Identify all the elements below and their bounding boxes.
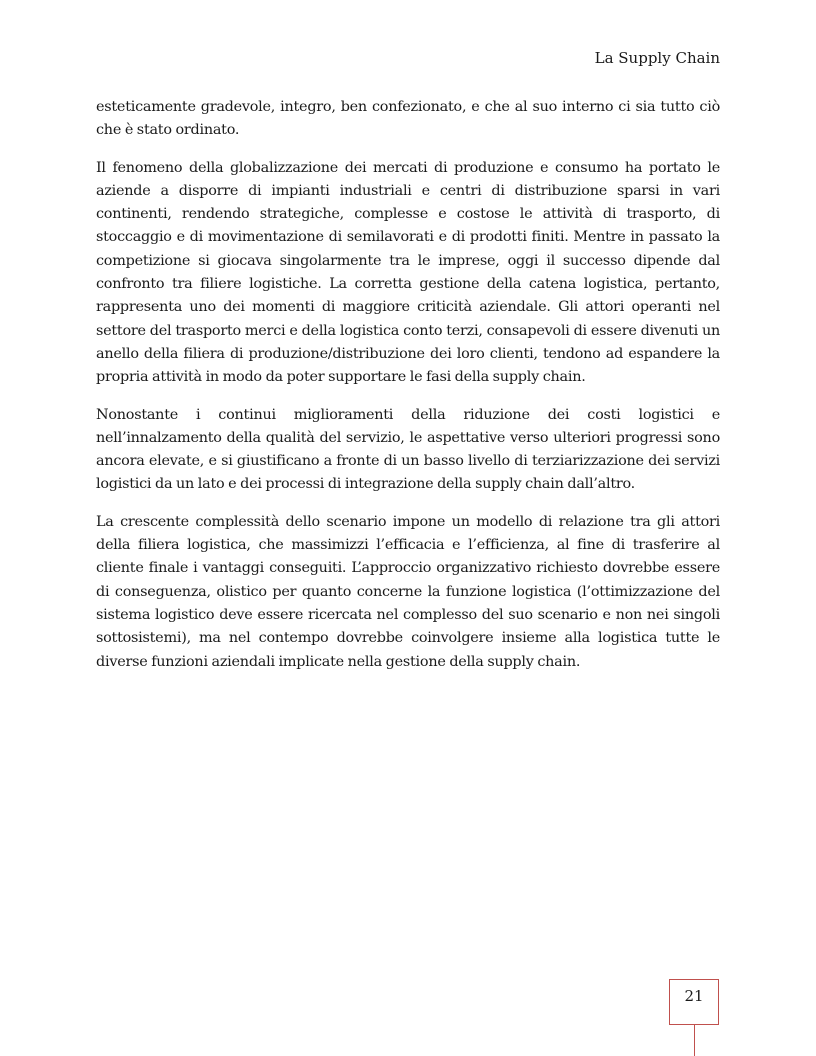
running-header-title: La Supply Chain	[594, 49, 720, 67]
page-number-box	[669, 979, 719, 1025]
paragraph-1: esteticamente gradevole, integro, ben confezionato, e che al suo interno ci sia tutto ciò che è stato ordinato.	[96, 99, 720, 139]
body-text	[96, 96, 720, 688]
page-number: 21	[684, 987, 704, 1005]
paragraph-2: Il fenomeno della globalizzazione dei mercati di produzione e consumo ha portato le aziende a disporre di impianti industriali e centri di distribuzione sparsi in vari continenti, rendendo strategiche, complesse e costose le attività di trasporto, di stoccaggio e di movimentazione di semilavorati e di prodotti finiti. Mentre in passato la competizione si giocava singolarmente tra le imprese, oggi il successo dipende dal confronto tra filiere logistiche. La corretta gestione della catena logistica, pertanto, rappresenta uno dei momenti di maggiore criticità aziendale. Gli attori operanti nel settore del trasporto merci e della logistica conto terzi, consapevoli di essere divenuti un anello della filiera di produzione/distribuzione dei loro clienti, tendono ad espandere la propria attività in modo da poter supportare le fasi della supply chain.	[96, 159, 720, 386]
paragraph-3: Nonostante i continui miglioramenti della riduzione dei costi logistici e nell’innalzamento della qualità del servizio, le aspettative verso ulteriori progressi sono ancora elevate, e si giustificano a fronte di un basso livello di terziarizzazione dei servizi logistici da un lato e dei processi di integrazione della supply chain dall’altro.	[96, 406, 720, 493]
page-number-connector-line	[694, 1025, 695, 1056]
paragraph-4: La crescente complessità dello scenario impone un modello di relazione tra gli attori della filiera logistica, che massimizzi l’efficacia e l’efficienza, al fine di trasferire al cliente finale i vantaggi conseguiti. L’approccio organizzativo richiesto dovrebbe essere di conseguenza, olistico per quanto concerne la funzione logistica (l’ottimizzazione del sistema logistico deve essere ricercata nel complesso del suo scenario e non nei singoli sottosistemi), ma nel contempo dovrebbe coinvolgere insieme alla logistica tutte le diverse funzioni aziendali implicate nella gestione della supply chain.	[96, 513, 720, 670]
